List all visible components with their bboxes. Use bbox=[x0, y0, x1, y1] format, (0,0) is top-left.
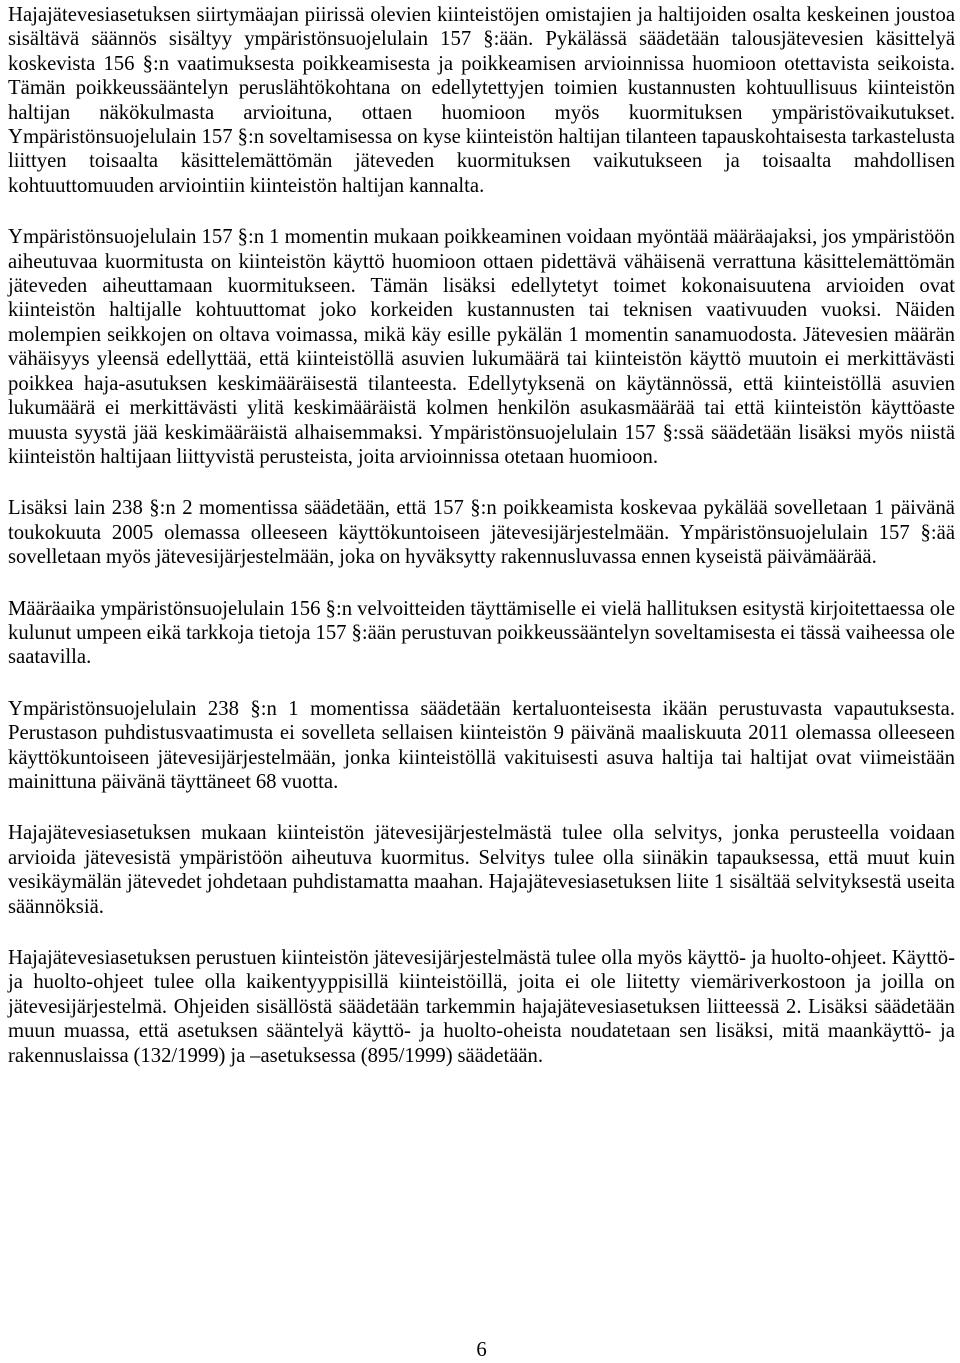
paragraph-selvitys: Hajajätevesiasetuksen mukaan kiinteistön jätevesijärjestelmästä tulee olla selvitys, jonka perusteella voidaan arvioida jätevesistä ympäristöön aiheutuva kuormitus. Selvitys tulee olla siinäkin tapauksessa, että muut kuin vesikäymälän jätevedet johdetaan puhdistamatta maahan. Hajajätevesiasetuksen liite 1 sisältää selvityksestä useita säännöksiä. bbox=[8, 822, 955, 918]
page-number: 6 bbox=[476, 1339, 487, 1361]
document-page bbox=[8, 0, 955, 1363]
paragraph-157-momentti: Ympäristönsuojelulain 157 §:n 1 momentin mukaan poikkeaminen voidaan myöntää määräajaksi, jos ympäristöön aiheutuvaa kuormitusta on kiinteistön käyttö huomioon ottaen pidettävä vähäisenä verrattuna käsittelemättömän jäteveden aiheuttamaan kuormitukseen. Tämän lisäksi edellytetyt toimet kokonaisuutena arvioiden ovat kiinteistön haltijalle kohtuuttomat joko korkeiden kustannusten tai teknisen vaativuuden vuoksi. Näiden molempien seikkojen on oltava voimassa, mikä käy esille pykälän 1 momentin sanamuodosta. Jätevesien määrän vähäisyys yleensä edellyttää, että kiinteistöllä asuvien lukumäärä tai kiinteistön käyttö muutoin ei merkittävästi poikkea haja-asutuksen keskimääräisestä tilanteesta. Edellytyksenä on käytännössä, että kiinteistöllä asuvien lukumäärä ei merkittävästi ylitä keskimääräistä kolmen henkilön asukasmäärää tai että kiinteistön käyttöaste muusta syystä jää keskimääräistä alhaisemmaksi. Ympäristönsuojelulain 157 §:ssä säädetään lisäksi myös niistä kiinteistön haltijaan liittyvistä perusteista, joita arvioinnissa otetaan huomioon. bbox=[8, 226, 955, 468]
paragraph-maaraaika: Määräaika ympäristönsuojelulain 156 §:n velvoitteiden täyttämiselle ei vielä hallituksen esitystä kirjoitettaessa ole kulunut umpeen eikä tarkkoja tietoja 157 §:ään perustuvan poikkeussääntelyn soveltamisesta ei tässä vaiheessa ole saatavilla. bbox=[8, 597, 955, 669]
paragraph-siirtymaaika: Hajajätevesiasetuksen siirtymäajan piirissä olevien kiinteistöjen omistajien ja haltijoiden osalta keskeinen joustoa sisältävä säännös sisältyy ympäristönsuojelulain 157 §:ään. Pykälässä säädetään talousjätevesien käsittelyä koskevista 156 §:n vaatimuksesta poikkeamisesta ja poikkeamisen arvioinnissa huomioon otettavista seikoista. Tämän poikkeussääntelyn peruslähtökohtana on edellytettyjen toimien kustannusten kohtuullisuus kiinteistön haltijan näkökulmasta arvioituna, ottaen huomioon myös kuormituksen ympäristövaikutukset. Ympäristönsuojelulain 157 §:n soveltamisessa on kyse kiinteistön haltijan tilanteen tapauskohtaisesta tarkastelusta liittyen toisaalta käsittelemättömän jäteveden kuormituksen vaikutukseen ja toisaalta mahdollisen kohtuuttomuuden arviointiin kiinteistön haltijan kannalta. bbox=[8, 4, 955, 197]
paragraph-238-2-momentti: Lisäksi lain 238 §:n 2 momentissa säädetään, että 157 §:n poikkeamista koskevaa pykälää sovelletaan 1 päivänä toukokuuta 2005 olemassa olleeseen käyttökuntoiseen jätevesijärjestelmään. Ympäristönsuojelulain 157 §:ää sovelletaan myös jätevesijärjestelmään, joka on hyväksytty rakennusluvassa ennen kyseistä päivämäärää. bbox=[8, 497, 955, 569]
body-text bbox=[8, 3, 955, 1095]
paragraph-238-1-momentti: Ympäristönsuojelulain 238 §:n 1 momentissa säädetään kertaluonteisesta ikään perustuvasta vapautuksesta. Perustason puhdistusvaatimusta ei sovelleta sellaisen kiinteistön 9 päivänä maaliskuuta 2011 olemassa olleeseen käyttökuntoiseen jätevesijärjestelmään, jonka kiinteistöllä vakituisesti asuva haltija tai haltijat ovat viimeistään mainittuna päivänä täyttäneet 68 vuotta. bbox=[8, 697, 955, 793]
paragraph-kaytto-ja-huolto-ohjeet: Hajajätevesiasetuksen perustuen kiinteistön jätevesijärjestelmästä tulee olla myös käyttö- ja huolto-ohjeet. Käyttö- ja huolto-ohjeet tulee olla kaikentyyppisillä kiinteistöillä, joita ei ole liitetty viemäriverkostoon ja joilla on jätevesijärjestelmä. Ohjeiden sisällöstä säädetään tarkemmin hajajätevesiasetuksen liitteessä 2. Lisäksi säädetään muun muassa, että asetuksen sääntelyä käyttö- ja huolto-oheista noudatetaan sen lisäksi, mitä maankäyttö- ja rakennuslaissa (132/1999) ja –asetuksessa (895/1999) säädetään. bbox=[8, 947, 955, 1067]
